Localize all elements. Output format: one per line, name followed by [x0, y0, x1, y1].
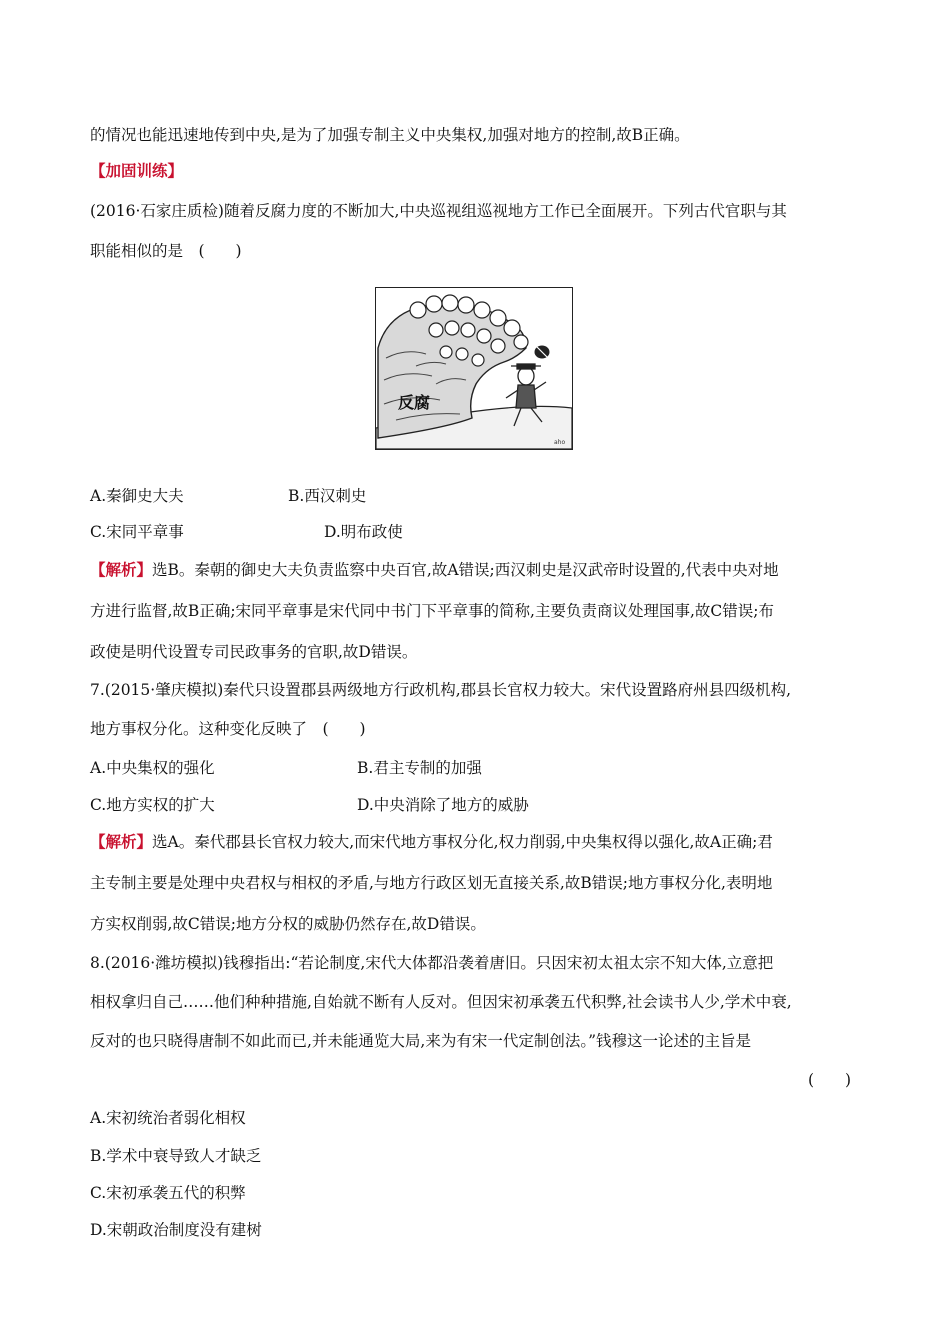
analysis-text: 选B。秦朝的御史大夫负责监察中央百官,故A错误;西汉刺史是汉武帝时设置的,代表中央对地 — [152, 561, 779, 579]
q7-option-b: B.君主专制的加强 — [357, 759, 482, 777]
q8-option-c: C.宋初承袭五代的积弊 — [90, 1184, 246, 1202]
reinforce-analysis-line3: 政使是明代设置专司民政事务的官职,故D错误。 — [90, 643, 418, 661]
analysis-text: 选A。秦代郡县长官权力较大,而宋代地方事权分化,权力削弱,中央集权得以强化,故A正确;君 — [152, 833, 773, 851]
reinforce-tag: 【加固训练】 — [90, 161, 184, 180]
reinforce-analysis-line2: 方进行监督,故B正确;宋同平章事是宋代同中书门下平章事的简称,主要负责商议处理国事,故C错误;布 — [90, 602, 774, 620]
reinforce-option-c: C.宋同平章事 — [90, 523, 184, 541]
reinforce-option-b: B.西汉刺史 — [288, 487, 367, 505]
q7-option-c: C.地方实权的扩大 — [90, 796, 215, 814]
svg-text:aho: aho — [554, 439, 566, 446]
q7-analysis-line1 — [90, 832, 773, 852]
q8-stem-line3: 反对的也只晓得唐制不如此而已,并未能通览大局,来为有宋一代定制创法。”钱穆这一论述的主旨是 — [90, 1032, 752, 1050]
q8-stem-line2: 相权拿归自己……他们种种措施,自始就不断有人反对。但因宋初承袭五代积弊,社会读书人少,学术中衰, — [90, 993, 792, 1011]
q7-stem-line1: 7.(2015·肇庆模拟)秦代只设置郡县两级地方行政机构,郡县长官权力较大。宋代设置路府州县四级机构, — [90, 681, 792, 699]
reinforce-stem-line1: (2016·石家庄质检)随着反腐力度的不断加大,中央巡视组巡视地方工作已全面展开。下列古代官职与其 — [90, 202, 787, 220]
q7-analysis-line2: 主专制主要是处理中央君权与相权的矛盾,与地方行政区划无直接关系,故B错误;地方事权分化,表明地 — [90, 874, 773, 892]
q8-stem-line1: 8.(2016·潍坊模拟)钱穆指出:“若论制度,宋代大体都沿袭着唐旧。只因宋初太祖太宗不知大体,立意把 — [90, 954, 774, 972]
analysis-tag: 【解析】 — [90, 832, 153, 851]
reinforce-option-a: A.秦御史大夫 — [90, 487, 184, 505]
q8-answer-bracket: ( ) — [808, 1071, 852, 1089]
q8-option-a: A.宋初统治者弱化相权 — [90, 1109, 246, 1127]
q7-analysis-line3: 方实权削弱,故C错误;地方分权的威胁仍然存在,故D错误。 — [90, 915, 486, 933]
reinforce-analysis-line1 — [90, 560, 779, 580]
analysis-tag: 【解析】 — [90, 560, 153, 579]
q7-option-a: A.中央集权的强化 — [90, 759, 215, 777]
q7-stem-line2: 地方事权分化。这种变化反映了 ( ) — [90, 720, 366, 738]
reinforce-option-d: D.明布政使 — [324, 523, 403, 541]
q8-option-d: D.宋朝政治制度没有建树 — [90, 1221, 262, 1239]
reinforce-stem-line2: 职能相似的是 ( ) — [90, 242, 242, 260]
q8-option-b: B.学术中衰导致人才缺乏 — [90, 1147, 262, 1165]
anti-corruption-cartoon — [375, 287, 573, 450]
carryover-text: 的情况也能迅速地传到中央,是为了加强专制主义中央集权,加强对地方的控制,故B正确。 — [90, 126, 690, 144]
cartoon-caption: 反腐 — [398, 393, 431, 412]
q7-option-d: D.中央消除了地方的威胁 — [357, 796, 529, 814]
